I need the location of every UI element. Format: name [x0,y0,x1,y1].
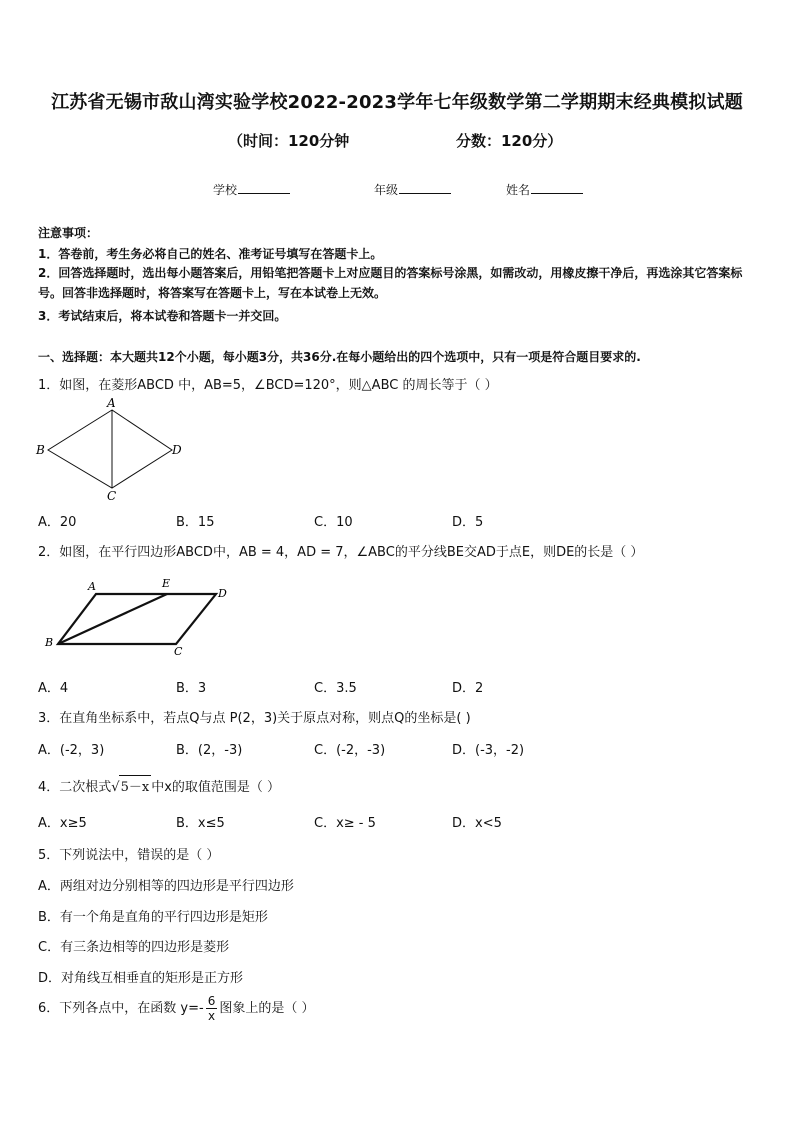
q6-stem-post: 图象上的是（ ） [219,1001,315,1016]
note-item-3: 3．考试结束后，将本试卷和答题卡一并交回。 [38,309,287,323]
notes-heading: 注意事项： [38,226,99,240]
school-field [213,181,290,198]
q1-option-b: B．15 [176,515,215,530]
q4-option-b: B．x≤5 [176,816,225,831]
q1-label-b: B [36,443,45,457]
q5-option-d: D．对角线互相垂直的矩形是正方形 [38,971,244,986]
q4-stem-post: 中x的取值范围是（ ） [151,780,281,795]
q6-fraction-denominator: x [207,1009,216,1023]
q4-stem [38,775,280,795]
q2-label-e: E [162,577,171,590]
q3-option-d: D．(-3，-2) [452,743,525,758]
q3-option-c: C．(-2，-3) [314,743,386,758]
q4-option-c: C．x≥ - 5 [314,816,376,831]
note-item-1: 1．答卷前，考生务必将自己的姓名、准考证号填写在答题卡上。 [38,247,383,261]
q4-option-d: D．x<5 [452,816,502,831]
q3-option-a: A．(-2，3) [38,743,105,758]
q6-fraction [206,994,218,1023]
exam-title: 江苏省无锡市敌山湾实验学校2022-2023学年七年级数学第二学期期末经典模拟试题 [51,92,743,113]
school-label: 学校 [213,183,238,197]
q1-option-a: A．20 [38,515,77,530]
q5-option-a: A．两组对边分别相等的四边形是平行四边形 [38,879,294,894]
q6-stem-pre: 6．下列各点中，在函数 y=- [38,1001,204,1016]
q4-stem-pre: 4．二次根式 [38,780,112,795]
q2-label-d: D [218,587,227,600]
q2-label-c: C [174,645,183,658]
q6-fraction-numerator: 6 [207,994,216,1008]
q3-stem: 3．在直角坐标系中，若点Q与点 P(2，3)关于原点对称，则点Q的坐标是( ) [38,711,471,726]
q1-rhombus-figure [34,396,194,504]
radical-sign-icon: √ [111,780,120,795]
q2-option-d: D．2 [452,681,484,696]
note-item-2: 2．回答选择题时，选出每小题答案后，用铅笔把答题卡上对应题目的答案标号涂黑，如需改动，用橡皮擦干净后，再选涂其它答案标号。回答非选择题时，将答案写在答题卡上，写在本试卷上无效。 [38,266,743,300]
name-blank [531,181,583,194]
name-field [506,181,583,198]
q2-parallelogram-figure [40,572,240,662]
q1-option-c: C．10 [314,515,353,530]
q1-label-d: D [172,443,182,457]
exam-time: （时间：120分钟 [228,132,350,150]
q2-label-a: A [88,580,96,593]
grade-blank [399,181,451,194]
q4-option-a: A．x≥5 [38,816,87,831]
q5-option-c: C．有三条边相等的四边形是菱形 [38,940,230,955]
q1-label-c: C [107,489,117,503]
q6-stem [38,994,314,1023]
grade-field [374,181,451,198]
q5-stem: 5．下列说法中，错误的是（ ） [38,848,220,863]
q1-option-d: D．5 [452,515,484,530]
q4-radicand: 5－x [119,775,152,795]
q1-label-a: A [107,396,116,410]
school-blank [238,181,290,194]
q2-label-b: B [45,636,54,649]
q2-option-b: B．3 [176,681,207,696]
q3-option-b: B．(2，-3) [176,743,243,758]
q2-option-c: C．3.5 [314,681,357,696]
q2-option-a: A．4 [38,681,69,696]
name-label: 姓名 [506,183,531,197]
section-heading: 一、选择题：本大题共12个小题，每小题3分，共36分.在每小题给出的四个选项中，只有一项是符合题目要求的. [38,350,641,364]
q2-stem: 2．如图，在平行四边形ABCD中，AB = 4，AD = 7，∠ABC的平分线BE交AD于点E，则DE的长是（ ） [38,545,644,560]
q1-stem: 1．如图，在菱形ABCD 中，AB=5，∠BCD=120°，则△ABC 的周长等于（ ） [38,378,498,393]
grade-label: 年级 [374,183,399,197]
exam-score: 分数：120分） [456,132,563,150]
q5-option-b: B．有一个角是直角的平行四边形是矩形 [38,910,268,925]
